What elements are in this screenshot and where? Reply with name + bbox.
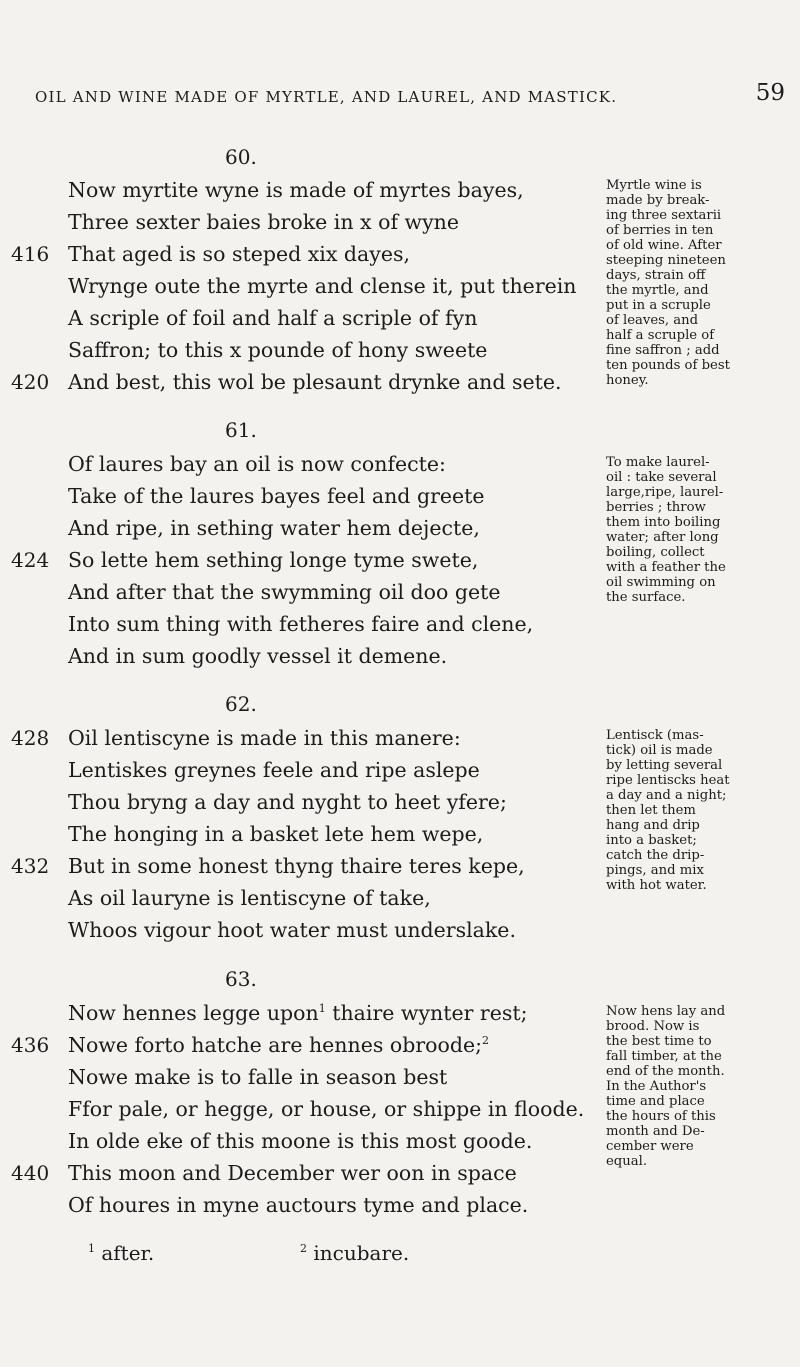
verse-line (11, 1029, 584, 1061)
running-title: OIL AND WINE MADE OF MYRTLE, AND LAUREL, AND MASTICK. (35, 88, 618, 106)
gloss-line: by letting several (606, 758, 723, 773)
stanza-number: 63. (225, 967, 257, 991)
verse-text: Nowe forto hatche are hennes obroode; (68, 1033, 482, 1057)
verse-text: Oil lentiscyne is made in this manere: (68, 726, 461, 750)
verse-text: Lentiskes greynes feele and ripe aslepe (68, 758, 480, 782)
gloss-line: Lentisck (mas- (606, 728, 704, 743)
verse-line (11, 366, 577, 398)
marginal-gloss (606, 728, 766, 893)
verse-line (68, 302, 577, 334)
verse-line (11, 1157, 584, 1189)
line-number: 440 (11, 1161, 50, 1185)
verse-block (11, 448, 534, 672)
verse-line (11, 238, 577, 270)
running-header (35, 78, 785, 118)
gloss-line: of leaves, and (606, 313, 699, 328)
verse-text: As oil lauryne is lentiscyne of take, (68, 886, 431, 910)
verse-text: This moon and December wer oon in space (68, 1161, 517, 1185)
verse-line (68, 206, 577, 238)
verse-line (68, 1189, 584, 1221)
verse-line (68, 270, 577, 302)
verse-line (68, 1061, 584, 1093)
gloss-line: the best time to (606, 1034, 712, 1049)
gloss-line: days, strain off (606, 268, 706, 283)
gloss-line: ten pounds of best (606, 358, 730, 373)
verse-block (11, 174, 577, 398)
gloss-line: pings, and mix (606, 863, 704, 878)
verse-text-cont: thaire wynter rest; (325, 1001, 528, 1025)
verse-text: A scriple of foil and half a scriple of fyn (68, 306, 478, 330)
verse-text: Nowe make is to falle in season best (68, 1065, 448, 1089)
gloss-line: honey. (606, 373, 649, 388)
verse-text: Three sexter baies broke in x of wyne (68, 210, 460, 234)
line-number: 432 (11, 854, 50, 878)
verse-text: Of laures bay an oil is now confecte: (68, 452, 446, 476)
gloss-line: ripe lentiscks heat (606, 773, 730, 788)
gloss-line: water; after long (606, 530, 719, 545)
verse-line (68, 882, 525, 914)
gloss-line: put in a scruple (606, 298, 711, 313)
verse-text: Into sum thing with fetheres faire and clene, (68, 612, 534, 636)
verse-line (68, 818, 525, 850)
verse-line (68, 997, 584, 1029)
stanza-number: 62. (225, 692, 257, 716)
gloss-line: fall timber, at the (606, 1049, 722, 1064)
line-number: 424 (11, 548, 50, 572)
gloss-line: month and De- (606, 1124, 705, 1139)
verse-text: But in some honest thyng thaire teres kepe, (68, 854, 525, 878)
gloss-line: cember were (606, 1139, 694, 1154)
gloss-line: To make laurel- (606, 455, 710, 470)
verse-line (68, 512, 533, 544)
gloss-line: boiling, collect (606, 545, 705, 560)
footnote-marker: 2 (481, 1034, 489, 1047)
footnote-mark: 2 (300, 1242, 307, 1255)
marginal-gloss (606, 178, 766, 388)
gloss-line: made by break- (606, 193, 710, 208)
verse-text: Whoos vigour hoot water must underslake. (68, 918, 516, 942)
verse-text: Thou bryng a day and nyght to heet yfere; (68, 790, 507, 814)
gloss-line: tick) oil is made (606, 743, 713, 758)
footnote-text: incubare. (313, 1241, 410, 1265)
gloss-line: with a feather the (606, 560, 726, 575)
stanza-number: 61. (225, 418, 257, 442)
gloss-line: brood. Now is (606, 1019, 700, 1034)
verse-line (68, 640, 533, 672)
verse-block (11, 997, 585, 1221)
gloss-line: Now hens lay and (606, 1004, 726, 1019)
verse-line (68, 754, 525, 786)
verse-text: And ripe, in sething water hem dejecte, (68, 516, 480, 540)
gloss-line: berries ; throw (606, 500, 706, 515)
footnote-2 (300, 1241, 409, 1265)
line-number: 416 (11, 242, 50, 266)
gloss-line: hang and drip (606, 818, 700, 833)
gloss-line: then let them (606, 803, 696, 818)
footnote-1 (88, 1241, 154, 1265)
verse-text: Wrynge oute the myrte and clense it, put therein (68, 274, 577, 298)
gloss-line: them into boiling (606, 515, 721, 530)
gloss-line: with hot water. (606, 878, 707, 893)
verse-text: Now hennes legge upon (68, 1001, 319, 1025)
gloss-line: the surface. (606, 590, 686, 605)
verse-text: Now myrtite wyne is made of myrtes bayes, (68, 178, 524, 202)
verse-line (68, 334, 577, 366)
verse-line (68, 914, 525, 946)
footnote-mark: 1 (88, 1242, 95, 1255)
stanza-number: 60. (225, 145, 257, 169)
gloss-line: a day and a night; (606, 788, 727, 803)
verse-line (11, 722, 525, 754)
marginal-gloss (606, 455, 766, 605)
verse-text: Of houres in myne auctours tyme and place. (68, 1193, 529, 1217)
verse-text: In olde eke of this moone is this most goode. (68, 1129, 533, 1153)
marginal-gloss (606, 1004, 766, 1169)
gloss-line: of berries in ten (606, 223, 714, 238)
gloss-line: oil : take several (606, 470, 717, 485)
gloss-line: ing three sextarii (606, 208, 722, 223)
gloss-line: catch the drip- (606, 848, 705, 863)
gloss-line: steeping nineteen (606, 253, 726, 268)
verse-text: Saffron; to this x pounde of hony sweete (68, 338, 488, 362)
verse-text: That aged is so steped xix dayes, (68, 242, 411, 266)
gloss-line: of old wine. After (606, 238, 722, 253)
verse-block (11, 722, 525, 946)
verse-line (68, 608, 533, 640)
footnote-text: after. (101, 1241, 155, 1265)
gloss-line: fine saffron ; add (606, 343, 720, 358)
gloss-line: half a scruple of (606, 328, 715, 343)
verse-text: The honging in a basket lete hem wepe, (68, 822, 484, 846)
gloss-line: equal. (606, 1154, 648, 1169)
gloss-line: into a basket; (606, 833, 697, 848)
gloss-line: oil swimming on (606, 575, 716, 590)
verse-text: And best, this wol be plesaunt drynke and sete. (68, 370, 562, 394)
verse-line (11, 850, 525, 882)
page-number: 59 (755, 80, 785, 106)
gloss-line: time and place (606, 1094, 705, 1109)
verse-line (68, 576, 533, 608)
line-number: 428 (11, 726, 50, 750)
verse-line (68, 1125, 584, 1157)
verse-line (68, 786, 525, 818)
footnote-marker: 1 (318, 1002, 326, 1015)
verse-line (68, 1093, 584, 1125)
gloss-line: In the Author's (606, 1079, 707, 1094)
gloss-line: large,ripe, laurel- (606, 485, 724, 500)
verse-line (68, 174, 577, 206)
gloss-line: end of the month. (606, 1064, 725, 1079)
verse-text: Take of the laures bayes feel and greete (68, 484, 485, 508)
verse-text: And in sum goodly vessel it demene. (68, 644, 448, 668)
verse-line (68, 448, 533, 480)
gloss-line: the myrtle, and (606, 283, 709, 298)
gloss-line: the hours of this (606, 1109, 716, 1124)
verse-text: So lette hem sething longe tyme swete, (68, 548, 479, 572)
line-number: 436 (11, 1033, 50, 1057)
verse-line (11, 544, 533, 576)
line-number: 420 (11, 370, 50, 394)
verse-text: And after that the swymming oil doo gete (68, 580, 501, 604)
verse-text: Ffor pale, or hegge, or house, or shippe in floode. (68, 1097, 585, 1121)
gloss-line: Myrtle wine is (606, 178, 702, 193)
verse-line (68, 480, 533, 512)
